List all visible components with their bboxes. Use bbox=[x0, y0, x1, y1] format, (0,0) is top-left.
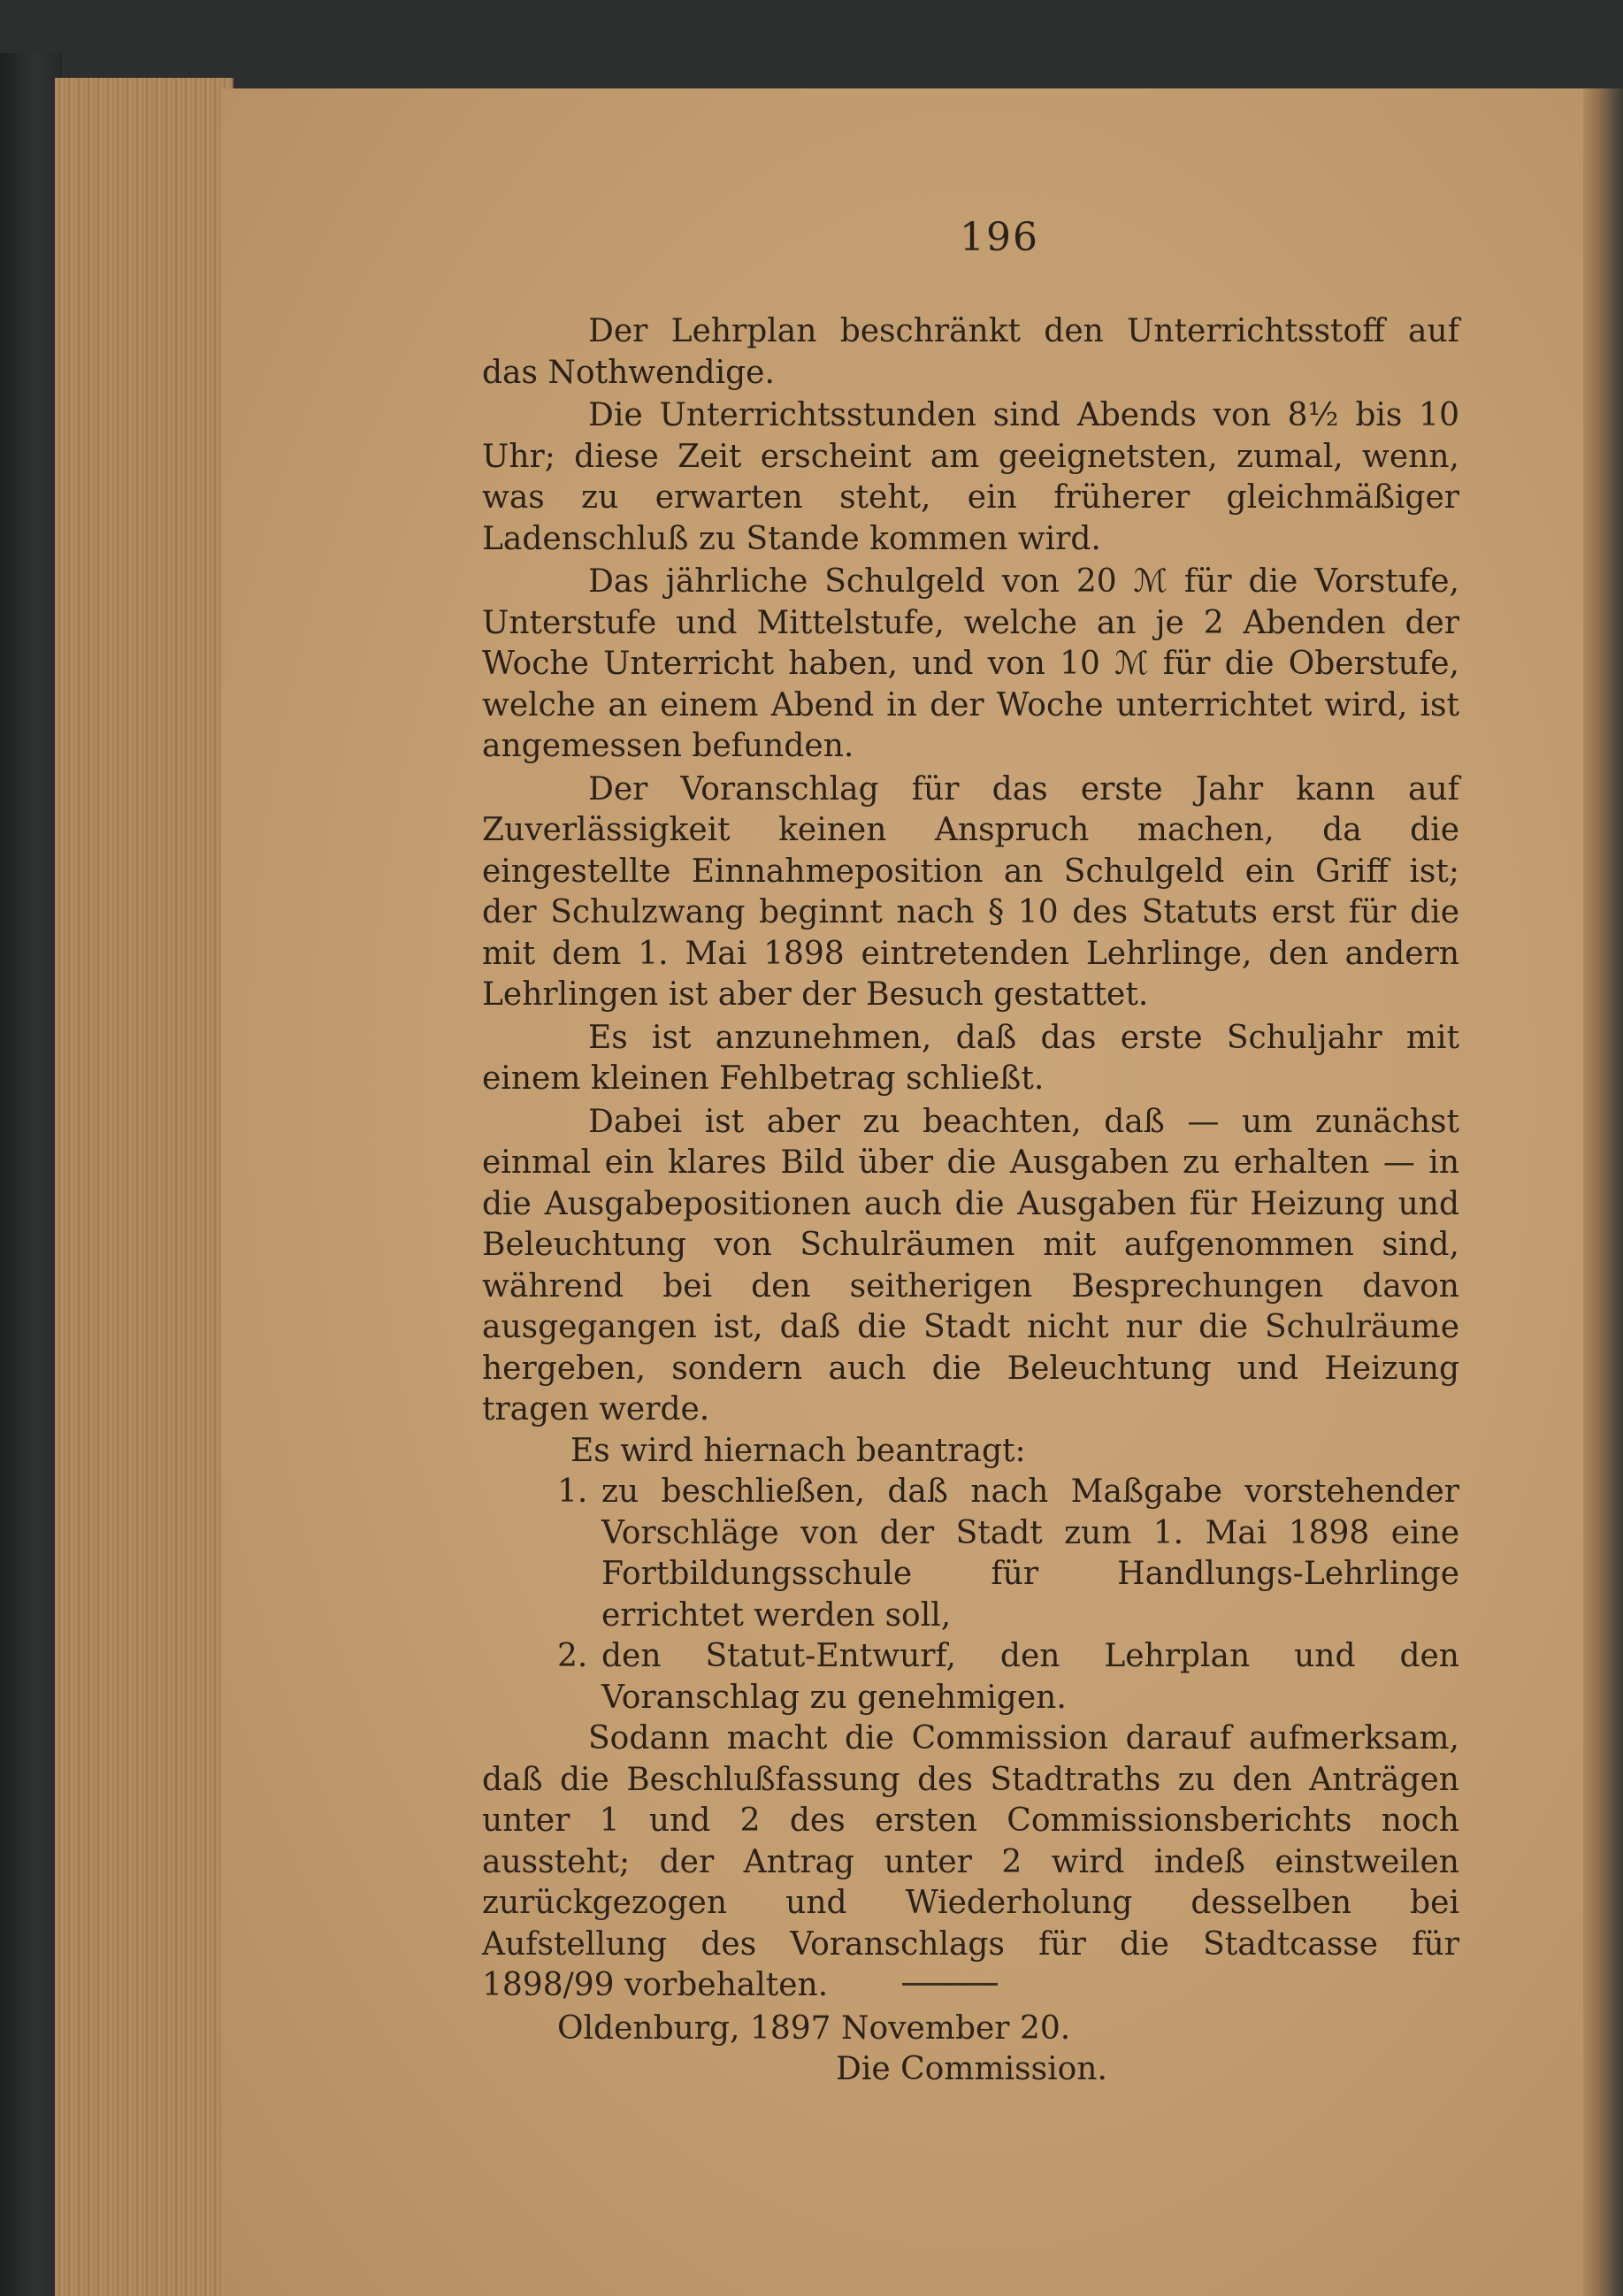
proposal-text: zu beschließen, daß nach Maßgabe vorstehender Vorschläge von der Stadt zum 1. Mai 1898 eine Fortbildungsschule für Handlungs-Lehrlinge errichtet werden soll, bbox=[601, 1473, 1459, 1634]
place-date: Oldenburg, 1897 November 20. bbox=[557, 2009, 1071, 2047]
proposal-item bbox=[482, 1636, 1459, 1718]
page-number: 196 bbox=[960, 215, 1039, 260]
paragraph-fehlbetrag: Es ist anzunehmen, daß das erste Schuljahr mit einem kleinen Fehlbetrag schließt. bbox=[482, 1019, 1459, 1097]
proposal-number: 2. bbox=[557, 1638, 588, 1674]
paragraph-unterrichtsstunden: Die Unterrichtsstunden sind Abends von 8½ bis 10 Uhr; diese Zeit erscheint am geeignetsten, zumal, wenn, was zu erwarten steht, ein früherer gleichmäßiger Ladenschluß zu Stande kommen wird. bbox=[482, 397, 1459, 557]
paragraph-ausgaben: Dabei ist aber zu beachten, daß — um zunächst einmal ein klares Bild über die Ausgaben zu erhalten — in die Ausgabepositionen auch die Ausgaben für Heizung und Beleuchtung von Schulräumen mit aufgenommen sind, während bei den seitherigen Besprechungen davon ausgegangen ist, daß die Stadt nicht nur die Schulräume hergeben, sondern auch die Beleuchtung und Heizung tragen werde. bbox=[482, 1103, 1459, 1427]
proposal-intro: Es wird hiernach beantragt: bbox=[570, 1432, 1026, 1469]
book-cover-edge bbox=[0, 53, 62, 2296]
paragraph-voranschlag: Der Voranschlag für das erste Jahr kann auf Zuverlässigkeit keinen Anspruch machen, da die eingestellte Einnahmeposition an Schulgeld ein Griff ist; der Schulzwang beginnt nach § 10 des Statuts erst für die mit dem 1. Mai 1898 eintretenden Lehrlinge, den andern Lehrlingen ist aber der Besuch gestattet. bbox=[482, 770, 1459, 1013]
signature: Die Commission. bbox=[836, 2051, 1107, 2087]
proposal-text: den Statut-Entwurf, den Lehrplan und den Voranschlag zu genehmigen. bbox=[601, 1638, 1459, 1716]
proposal-item bbox=[482, 1472, 1459, 1636]
page-stack-edges bbox=[55, 78, 233, 2296]
closing-rule bbox=[902, 1983, 998, 1986]
proposal-number: 1. bbox=[557, 1473, 588, 1510]
book-gutter bbox=[1583, 88, 1623, 2296]
closing-paragraph: Sodann macht die Commission darauf aufmerksam, daß die Beschlußfassung des Stadtraths zu den Anträgen unter 1 und 2 des ersten Commissionsberichts noch aussteht; der Antrag unter 2 wird indeß einstweilen zurückgezogen und Wiederholung desselben bei Aufstellung des Voranschlags für die Stadtcasse für 1898/99 vorbehalten. bbox=[482, 1720, 1459, 2003]
paragraph-schulgeld: Das jährliche Schulgeld von 20 ℳ für die Vorstufe, Unterstufe und Mittelstufe, welche an je 2 Abenden der Woche Unterricht haben, und von 10 ℳ für die Oberstufe, welche an einem Abend in der Woche unterrichtet wird, ist angemessen befunden. bbox=[482, 563, 1459, 764]
paragraph-lehrplan: Der Lehrplan beschränkt den Unterrichtsstoff auf das Nothwendige. bbox=[482, 313, 1459, 391]
body-text bbox=[482, 311, 1459, 2091]
